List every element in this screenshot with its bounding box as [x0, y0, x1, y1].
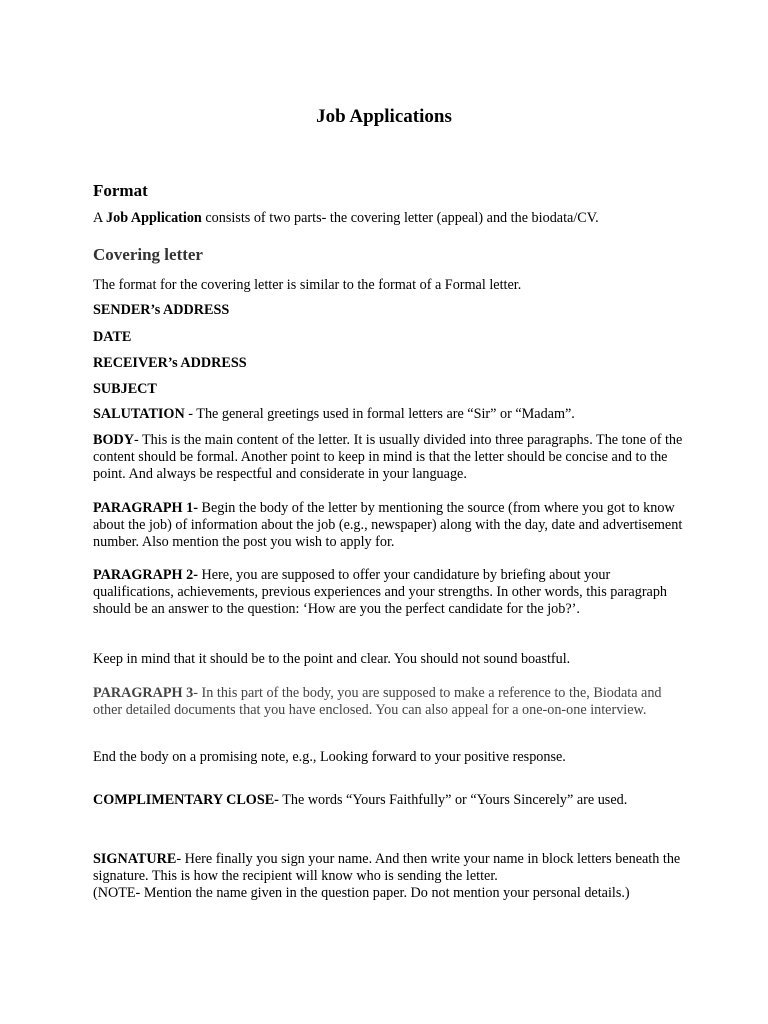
keep-in-mind-note: Keep in mind that it should be to the point and clear. You should not sound boastful. [93, 651, 571, 667]
page-title: Job Applications [316, 106, 452, 127]
format-heading: Format [93, 181, 148, 200]
paragraph-3: PARAGRAPH 3- In this part of the body, you are supposed to make a reference to the, Biodata and other detailed documents that you have enclosed. You can also appeal for a one-on-one interview. [93, 685, 662, 718]
format-intro: A Job Application consists of two parts- the covering letter (appeal) and the biodata/CV. [93, 210, 599, 226]
body-paragraph: BODY- This is the main content of the letter. It is usually divided into three paragraphs. The tone of the content should be formal. Another point to keep in mind is that the letter should be concise and to the point. And always be respectful and considerate in your language. [93, 432, 683, 482]
paragraph-1: PARAGRAPH 1- Begin the body of the letter by mentioning the source (from where you got to know about the job) of information about the job (e.g., newspaper) along with the day, date and advertisement number. Also mention the post you wish to apply for. [93, 500, 683, 550]
signature-paragraph: SIGNATURE- Here finally you sign your name. And then write your name in block letters beneath the signature. This is how the recipient will know who is sending the letter. (NOTE- Mention the name given in the question paper. Do not mention your personal details.) [93, 851, 681, 901]
complimentary-close-paragraph: COMPLIMENTARY CLOSE- The words “Yours Faithfully” or “Yours Sincerely” are used. [93, 792, 628, 808]
covering-letter-heading: Covering letter [93, 245, 203, 264]
subject-label: SUBJECT [93, 381, 157, 397]
salutation-paragraph: SALUTATION - The general greetings used in formal letters are “Sir” or “Madam”. [93, 406, 575, 422]
date-label: DATE [93, 329, 132, 345]
end-body-note: End the body on a promising note, e.g., Looking forward to your positive response. [93, 749, 566, 765]
signature-note: (NOTE- Mention the name given in the question paper. Do not mention your personal details.) [93, 885, 630, 901]
sender-address-label: SENDER’s ADDRESS [93, 302, 230, 318]
covering-intro: The format for the covering letter is similar to the format of a Formal letter. [93, 277, 522, 293]
receiver-address-label: RECEIVER’s ADDRESS [93, 355, 247, 371]
paragraph-2: PARAGRAPH 2- Here, you are supposed to offer your candidature by briefing about your qualifications, achievements, previous experiences and your strengths. In other words, this paragraph should be an answer to the question: ‘How are you the perfect candidate for the job?’. [93, 567, 668, 617]
